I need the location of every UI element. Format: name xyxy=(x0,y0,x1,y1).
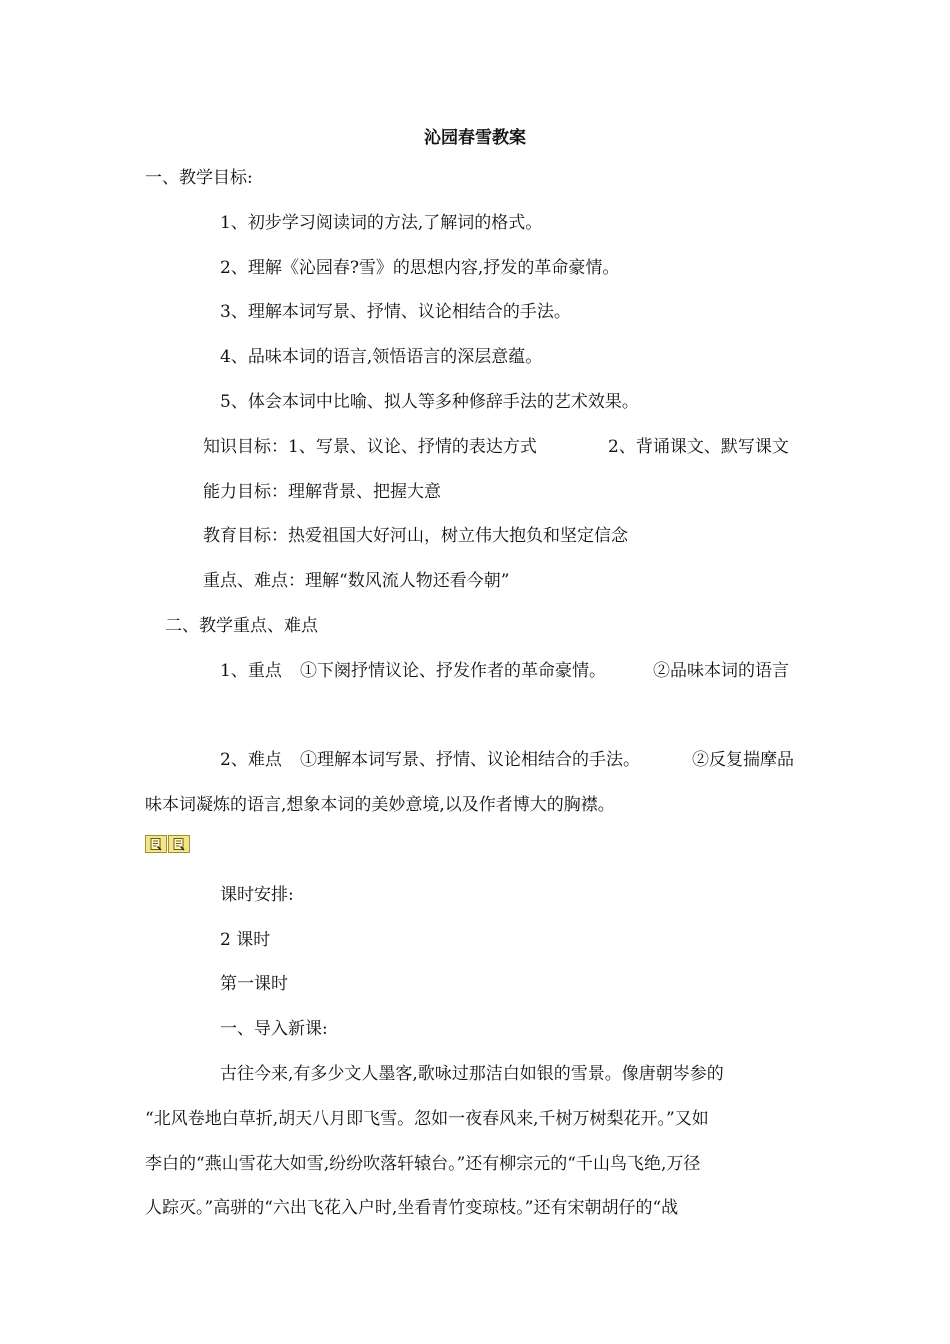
document-title: 沁园春雪教案 xyxy=(424,128,526,148)
body-paragraph-line-4: 人踪灭。”高骈的“六出飞花入户时,坐看青竹变琼枝。”还有宋朝胡仔的“战 xyxy=(145,1198,679,1218)
key-point-1: ①下阕抒情议论、抒发作者的革命豪情。 xyxy=(300,661,606,681)
key-difficult-point: 重点、难点：理解“数风流人物还看今朝” xyxy=(203,571,510,591)
knowledge-goal: 知识目标：1、写景、议论、抒情的表达方式 xyxy=(203,437,537,457)
key-point-2: ②品味本词的语言 xyxy=(653,661,789,681)
difficult-point-1: ①理解本词写景、抒情、议论相结合的手法。 xyxy=(300,750,640,770)
body-paragraph-line-2: “北风卷地白草折,胡天八月即飞雪。忽如一夜春风来,千树万树梨花开。”又如 xyxy=(145,1109,709,1129)
body-paragraph-line-3: 李白的“燕山雪花大如雪,纷纷吹落轩辕台。”还有柳宗元的“千山鸟飞绝,万径 xyxy=(145,1154,701,1174)
section-heading-objectives: 一、教学目标: xyxy=(145,168,253,188)
objective-item-4: 4、品味本词的语言,领悟语言的深层意蕴。 xyxy=(220,347,543,367)
education-goal: 教育目标：热爱祖国大好河山，树立伟大抱负和坚定信念 xyxy=(203,526,628,546)
schedule-hours: 2 课时 xyxy=(220,930,271,950)
first-lesson-heading: 第一课时 xyxy=(220,974,288,994)
embedded-object-icon[interactable] xyxy=(168,835,190,853)
objective-item-5: 5、体会本词中比喻、拟人等多种修辞手法的艺术效果。 xyxy=(220,392,639,412)
objective-item-2: 2、理解《沁园春?雪》的思想内容,抒发的革命豪情。 xyxy=(220,258,620,278)
embedded-object-icon[interactable] xyxy=(145,835,167,853)
difficult-point-label: 2、难点 xyxy=(220,750,282,770)
embedded-objects xyxy=(145,835,191,853)
difficult-point-2: ②反复揣摩品 xyxy=(692,750,794,770)
objective-item-1: 1、初步学习阅读词的方法,了解词的格式。 xyxy=(220,213,543,233)
ability-goal: 能力目标：理解背景、把握大意 xyxy=(203,482,441,502)
knowledge-goal-2: 2、背诵课文、默写课文 xyxy=(608,437,789,457)
section-heading-key-points: 二、教学重点、难点 xyxy=(165,616,318,636)
key-point-label: 1、重点 xyxy=(220,661,282,681)
body-paragraph-line-1: 古往今来,有多少文人墨客,歌咏过那洁白如银的雪景。像唐朝岑参的 xyxy=(220,1064,724,1084)
objective-item-3: 3、理解本词写景、抒情、议论相结合的手法。 xyxy=(220,302,571,322)
intro-heading: 一、导入新课: xyxy=(220,1019,328,1039)
schedule-heading: 课时安排: xyxy=(220,885,294,905)
difficult-point-2-continued: 味本词凝炼的语言,想象本词的美妙意境,以及作者博大的胸襟。 xyxy=(145,795,615,815)
